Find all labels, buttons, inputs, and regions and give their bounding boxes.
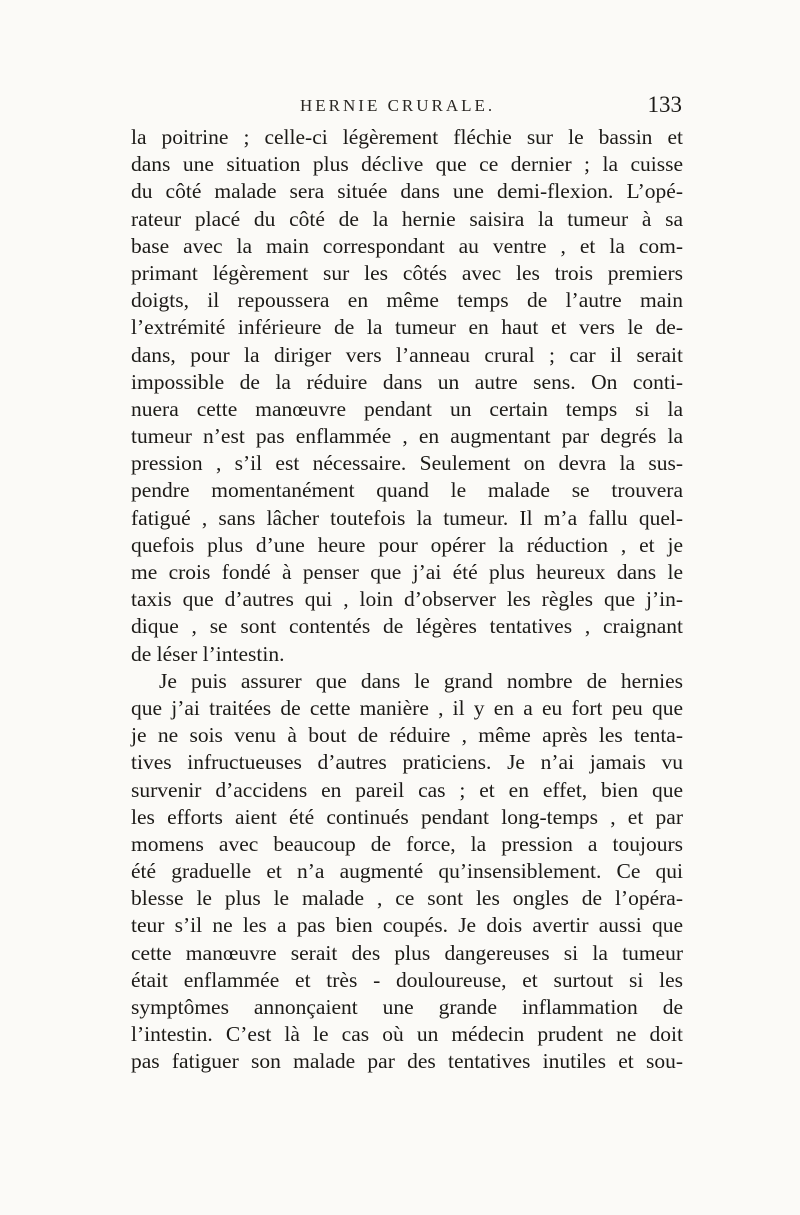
text-line: pression , s’il est nécessaire. Seulement on devra la sus-: [131, 451, 683, 476]
running-head: [130, 92, 682, 122]
running-title: HERNIE CRURALE.: [300, 96, 496, 115]
text-line: que j’ai traitées de cette manière , il y en a eu fort peu que: [131, 695, 683, 720]
text-line: l’extrémité inférieure de la tumeur en haut et vers le de-: [131, 315, 683, 340]
text-line: je ne sois venu à bout de réduire , même après les tenta-: [131, 723, 683, 748]
text-line: l’intestin. C’est là le cas où un médecin prudent ne doit: [131, 1022, 683, 1047]
text-line: Je puis assurer que dans le grand nombre de hernies: [159, 668, 683, 693]
text-line: dans, pour la diriger vers l’anneau crural ; car il serait: [131, 342, 683, 367]
text-line: symptômes annonçaient une grande inflammation de: [131, 995, 683, 1019]
text-line: blesse le plus le malade , ce sont les ongles de l’opéra-: [131, 886, 683, 911]
text-line: était enflammée et très - douloureuse, et surtout si les: [131, 967, 683, 992]
text-line: me crois fondé à penser que j’ai été plus heureux dans le: [131, 560, 683, 584]
text-line: taxis que d’autres qui , loin d’observer les règles que j’in-: [131, 587, 683, 612]
page-number: 133: [647, 92, 682, 117]
text-line: base avec la main correspondant au ventre , et la com-: [131, 233, 683, 258]
text-line: teur s’il ne les a pas bien coupés. Je dois avertir aussi que: [131, 913, 683, 938]
text-line: les efforts aient été continués pendant long-temps , et par: [131, 804, 683, 829]
text-line: été graduelle et n’a augmenté qu’insensiblement. Ce qui: [131, 859, 683, 884]
text-line: nuera cette manœuvre pendant un certain temps si la: [131, 396, 683, 421]
text-line: de léser l’intestin.: [131, 641, 285, 666]
text-line: primant légèrement sur les côtés avec les trois premiers: [131, 260, 683, 285]
text-line: du côté malade sera située dans une demi-flexion. L’opé-: [131, 179, 683, 204]
text-line: doigts, il repoussera en même temps de l’autre main: [131, 288, 683, 313]
text-line: rateur placé du côté de la hernie saisira la tumeur à sa: [131, 206, 683, 231]
paragraph-1: [131, 124, 683, 668]
text-line: pendre momentanément quand le malade se trouvera: [131, 478, 683, 503]
text-line: pas fatiguer son malade par des tentatives inutiles et sou-: [131, 1049, 683, 1074]
paragraph-2: [131, 668, 683, 1076]
text-line: survenir d’accidens en pareil cas ; et en effet, bien que: [131, 777, 683, 802]
text-line: momens avec beaucoup de force, la pression a toujours: [131, 831, 683, 856]
text-line: fatigué , sans lâcher toutefois la tumeur. Il m’a fallu quel-: [131, 505, 683, 530]
text-line: la poitrine ; celle-ci légèrement fléchie sur le bassin et: [131, 125, 683, 149]
text-line: dans une situation plus déclive que ce dernier ; la cuisse: [131, 152, 683, 177]
text-line: quefois plus d’une heure pour opérer la réduction , et je: [131, 532, 683, 557]
body-text: [131, 124, 683, 1076]
text-line: impossible de la réduire dans un autre sens. On conti-: [131, 369, 683, 394]
text-line: dique , se sont contentés de légères tentatives , craignant: [131, 614, 683, 639]
text-line: cette manœuvre serait des plus dangereuses si la tumeur: [131, 940, 683, 965]
text-line: tumeur n’est pas enflammée , en augmentant par degrés la: [131, 424, 683, 449]
text-line: tives infructueuses d’autres praticiens. Je n’ai jamais vu: [131, 750, 683, 775]
